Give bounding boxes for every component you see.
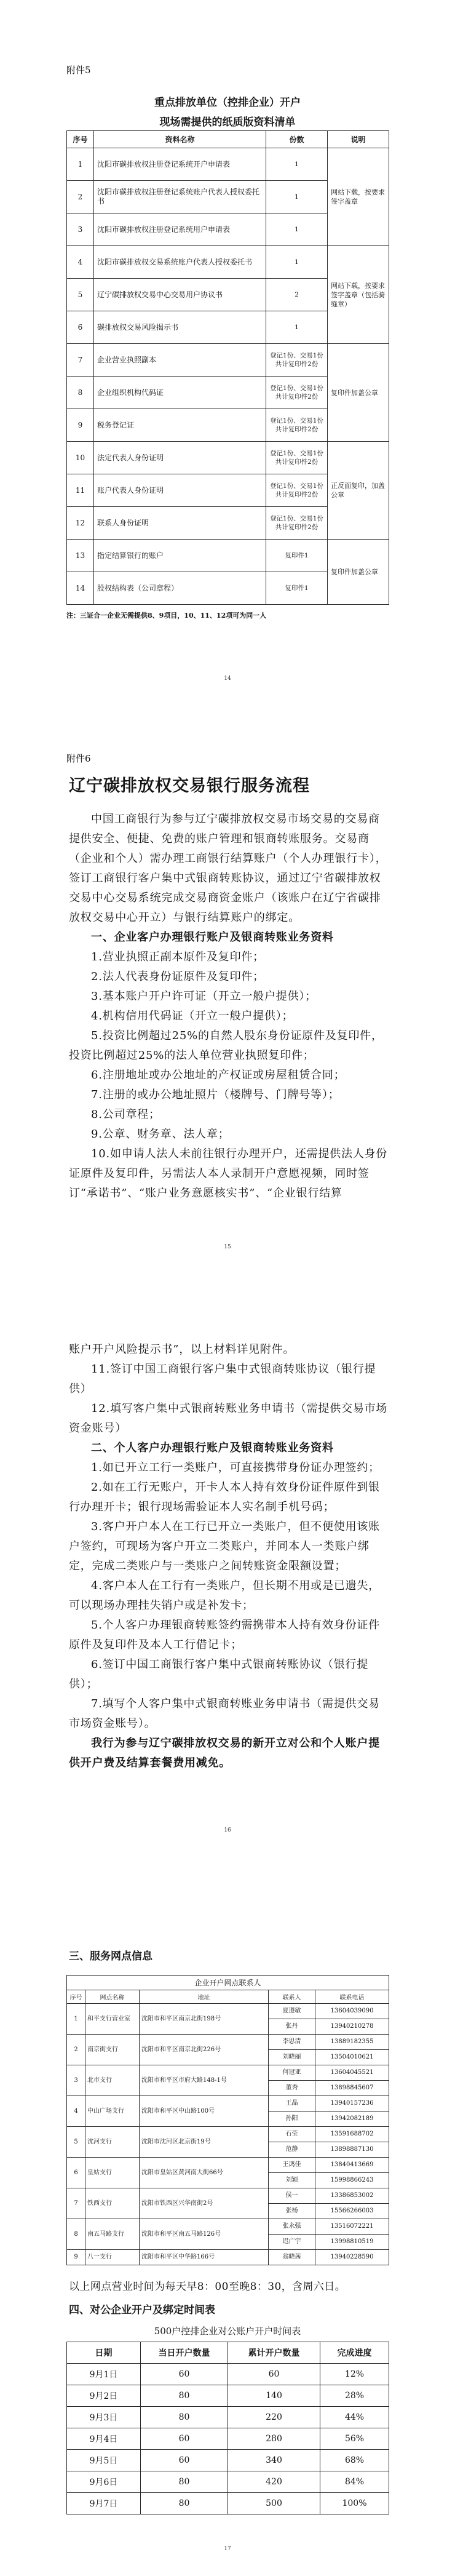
enterprise-requirement-item: 6.注册地址或办公地址的产权证或房屋租赁合同； <box>91 1069 346 1082</box>
branch-no: 2 <box>67 2035 85 2065</box>
page-number-14: 14 <box>224 676 231 682</box>
material-copies: 2 <box>266 279 328 311</box>
branch-table-head <box>67 1976 389 2004</box>
schedule-date: 9月1日 <box>67 2364 141 2385</box>
schedule-header-progress: 完成进度 <box>320 2342 389 2364</box>
schedule-date: 9月4日 <box>67 2428 141 2450</box>
material-name: 辽宁碳排放权交易中心交易用户协议书 <box>94 279 266 311</box>
schedule-date: 9月2日 <box>67 2385 141 2407</box>
material-note: 网站下载，按要求签字盖章（包括骑缝章） <box>328 246 389 344</box>
section-4-heading: 四、对公企业开户及绑定时间表 <box>69 2304 215 2316</box>
contact-person: 侯一 <box>269 2188 315 2204</box>
individual-requirement-item: 6.签订中国工商银行客户集中式银商转账协议（银行提供）； <box>69 1658 369 1691</box>
schedule-cumulative-count: 340 <box>228 2450 320 2471</box>
contact-person: 夏遵敏 <box>269 2004 315 2019</box>
page-number-16: 16 <box>224 1827 231 1833</box>
schedule-date: 9月7日 <box>67 2493 141 2514</box>
enterprise-requirement-item: 12.填写客户集中式银商转账业务申请书（需提供交易市场资金账号） <box>69 1402 388 1435</box>
material-copies: 1 <box>266 213 328 246</box>
contact-person: 迟广宇 <box>269 2235 315 2250</box>
contact-phone: 13516072221 <box>315 2219 389 2235</box>
contact-phone: 13898845607 <box>315 2081 389 2096</box>
contact-person: 翁晓茜 <box>269 2250 315 2265</box>
fee-waiver-statement: 我行为参与辽宁碳排放权交易的新开立对公和个人账户提供开户费及结算套餐费用减免。 <box>69 1737 380 1769</box>
material-note: 复印件加盖公章 <box>328 344 389 442</box>
header-notes: 说明 <box>328 131 389 148</box>
schedule-row <box>67 2407 389 2428</box>
schedule-row <box>67 2471 389 2493</box>
material-name: 法定代表人身份证明 <box>94 442 266 474</box>
individual-requirement-item: 1.如已开立工行一类账户，可直接携带身份证办理签约； <box>91 1461 380 1474</box>
contact-phone: 13998810519 <box>315 2235 389 2250</box>
material-row <box>67 442 389 474</box>
service-process-body-page2 <box>69 1340 389 1773</box>
section-1-list-part2 <box>69 1360 389 1438</box>
schedule-row <box>67 2428 389 2450</box>
material-name: 股权结构表（公司章程） <box>94 572 266 605</box>
enterprise-requirement-item: 10.如申请人法人未前往银行办理开户，还需提供法人身份证原件及复印件，另需法人本人录制开户意愿视频，同时签订“承诺书”、“账户业务意愿核实书”、“企业银行结算 <box>69 1147 388 1200</box>
branch-contact-row <box>67 2127 389 2142</box>
enterprise-requirement-item: 5.投资比例超过25%的自然人股东身份证原件及复印件，投资比例超过25%的法人单位营业执照复印件； <box>69 1029 383 1062</box>
schedule-cumulative-count: 140 <box>228 2385 320 2407</box>
schedule-daily-count: 60 <box>141 2428 228 2450</box>
schedule-daily-count: 80 <box>141 2471 228 2493</box>
page-number-15: 15 <box>224 1244 231 1250</box>
material-name: 税务登记证 <box>94 409 266 442</box>
contact-person: 刘晓丽 <box>269 2050 315 2065</box>
material-row <box>67 540 389 572</box>
schedule-row <box>67 2385 389 2407</box>
enterprise-requirement-item: 9.公章、财务章、法人章； <box>91 1128 230 1141</box>
branch-header-phone: 联系电话 <box>315 1990 389 2004</box>
schedule-header-row <box>67 2342 389 2364</box>
contact-person: 石莹 <box>269 2127 315 2142</box>
section-3-heading: 三、服务网点信息 <box>69 1950 152 1963</box>
branch-contact-row <box>67 2188 389 2204</box>
schedule-date: 9月6日 <box>67 2471 141 2493</box>
branch-table-body <box>67 2004 389 2265</box>
branch-address: 沈阳市和平区南京北街198号 <box>140 2004 269 2035</box>
material-row <box>67 148 389 181</box>
schedule-date: 9月5日 <box>67 2450 141 2471</box>
branch-no: 5 <box>67 2127 85 2158</box>
enterprise-requirement-item: 1.营业执照正副本原件及复印件； <box>91 951 264 963</box>
material-copies: 1 <box>266 148 328 181</box>
branch-contact-row <box>67 2158 389 2173</box>
branch-contact-row <box>67 2250 389 2265</box>
individual-requirement-item: 7.填写个人客户集中式银商转账业务申请书（需提供交易市场资金账号）。 <box>69 1697 380 1730</box>
schedule-cumulative-count: 220 <box>228 2407 320 2428</box>
contact-person: 何冠亚 <box>269 2065 315 2081</box>
material-name: 指定结算银行的账户 <box>94 540 266 572</box>
branch-name: 铁西支行 <box>85 2188 140 2219</box>
branch-address: 沈阳市和平区南五马路126号 <box>140 2219 269 2250</box>
branch-table-title: 企业开户网点联系人 <box>67 1976 389 1990</box>
branch-header-row <box>67 1990 389 2004</box>
material-copies: 复印件1 <box>266 540 328 572</box>
material-no: 13 <box>67 540 94 572</box>
material-copies: 登记1份、交易1份 共计复印件2份 <box>266 377 328 409</box>
materials-footnote: 注：三证合一企业无需提供8、9项目，10、11、12项可为同一人 <box>66 612 267 620</box>
material-no: 1 <box>67 148 94 181</box>
material-no: 3 <box>67 213 94 246</box>
materials-table-body <box>67 148 389 605</box>
branch-name: 南五马路支行 <box>85 2219 140 2250</box>
header-no: 序号 <box>67 131 94 148</box>
enterprise-requirement-item: 2.法人代表身份证原件及复印件； <box>91 970 264 983</box>
schedule-daily-count: 80 <box>141 2493 228 2514</box>
section-1-continuation: 账户开户风险提示书”，以上材料详见附件。 <box>69 1343 295 1356</box>
branch-address: 沈阳市和平区市府大路148-1号 <box>140 2065 269 2096</box>
branch-no: 6 <box>67 2158 85 2188</box>
branch-contact-row <box>67 2096 389 2111</box>
schedule-header-date: 日期 <box>67 2342 141 2364</box>
contact-phone: 13889182355 <box>315 2035 389 2050</box>
contact-phone: 15566266003 <box>315 2204 389 2219</box>
branch-name: 沈河支行 <box>85 2127 140 2158</box>
material-no: 12 <box>67 507 94 540</box>
individual-requirement-item: 5.个人客户办理银商转账签约需携带本人持有效身份证件原件及复印件及本人工行借记卡； <box>69 1619 380 1651</box>
contact-phone: 13840413669 <box>315 2158 389 2173</box>
schedule-progress: 68% <box>320 2450 389 2471</box>
branch-name: 和平支行营业室 <box>85 2004 140 2035</box>
branch-contact-row <box>67 2004 389 2019</box>
section-1-list-part1 <box>69 947 389 1203</box>
branch-header-contact: 联系人 <box>269 1990 315 2004</box>
branch-name: 北市支行 <box>85 2065 140 2096</box>
schedule-daily-count: 80 <box>141 2407 228 2428</box>
material-no: 6 <box>67 311 94 344</box>
contact-phone: 13940210278 <box>315 2019 389 2035</box>
contact-phone: 15998866243 <box>315 2173 389 2188</box>
material-no: 5 <box>67 279 94 311</box>
contact-person: 张永强 <box>269 2219 315 2235</box>
material-name: 沈阳市碳排放权注册登记系统用户申请表 <box>94 213 266 246</box>
schedule-cumulative-count: 60 <box>228 2364 320 2385</box>
material-copies: 1 <box>266 246 328 279</box>
schedule-table-head <box>67 2342 389 2364</box>
attachment-5-title-line1: 重点排放单位（控排企业）开户 <box>154 97 301 109</box>
materials-checklist-table <box>66 130 389 605</box>
branch-name: 皇姑支行 <box>85 2158 140 2188</box>
schedule-row <box>67 2493 389 2514</box>
branch-title-row <box>67 1976 389 1990</box>
schedule-progress: 12% <box>320 2364 389 2385</box>
contact-phone: 13940228590 <box>315 2250 389 2265</box>
individual-requirement-item: 4.客户本人在工行有一类账户，但长期不用或是已遗失，可以现场办理挂失销户或是补发卡； <box>69 1579 380 1612</box>
material-name: 碳排放权交易风险揭示书 <box>94 311 266 344</box>
material-no: 2 <box>67 181 94 213</box>
branch-header-address: 地址 <box>140 1990 269 2004</box>
header-material-name: 资料名称 <box>94 131 266 148</box>
material-copies: 登记1份、交易1份 共计复印件2份 <box>266 474 328 507</box>
material-name: 沈阳市碳排放权注册登记系统开户申请表 <box>94 148 266 181</box>
enterprise-requirement-item: 8.公司章程； <box>91 1108 160 1121</box>
schedule-progress: 100% <box>320 2493 389 2514</box>
material-name: 账户代表人身份证明 <box>94 474 266 507</box>
branch-name: 中山广场支行 <box>85 2096 140 2127</box>
contact-person: 刘颖 <box>269 2173 315 2188</box>
material-note: 网站下载，按要求签字盖章 <box>328 148 389 246</box>
contact-person: 孙阳 <box>269 2111 315 2127</box>
material-copies: 登记1份、交易1份 共计复印件2份 <box>266 507 328 540</box>
contact-phone: 13940157236 <box>315 2096 389 2111</box>
contact-person: 李思清 <box>269 2035 315 2050</box>
account-opening-schedule-table <box>66 2342 389 2514</box>
contact-phone: 13591688702 <box>315 2127 389 2142</box>
schedule-row <box>67 2450 389 2471</box>
branch-no: 4 <box>67 2096 85 2127</box>
material-note: 正反面复印，加盖公章 <box>328 442 389 540</box>
section-1-heading: 一、企业客户办理银行账户及银商转账业务资料 <box>91 931 334 944</box>
section-2-list <box>69 1458 389 1734</box>
enterprise-requirement-item: 4.机构信用代码证（开立一般户提供）； <box>91 1010 294 1023</box>
branch-address: 沈阳市皇姑区黄河南大街66号 <box>140 2158 269 2188</box>
material-copies: 复印件1 <box>266 572 328 605</box>
branch-address: 沈阳市沈河区北京街19号 <box>140 2127 269 2158</box>
material-no: 8 <box>67 377 94 409</box>
materials-table-head <box>67 131 389 148</box>
contact-phone: 13898887130 <box>315 2142 389 2158</box>
materials-header-row <box>67 131 389 148</box>
material-name: 联系人身份证明 <box>94 507 266 540</box>
branch-address: 沈阳市铁西区兴华南街2号 <box>140 2188 269 2219</box>
page-number-17: 17 <box>224 2546 231 2552</box>
section-2-heading: 二、个人客户办理银行账户及银商转账业务资料 <box>91 1442 334 1454</box>
contact-person: 范静 <box>269 2142 315 2158</box>
schedule-daily-count: 60 <box>141 2364 228 2385</box>
material-no: 9 <box>67 409 94 442</box>
contact-person: 董秀 <box>269 2081 315 2096</box>
branch-no: 3 <box>67 2065 85 2096</box>
branch-header-no: 序号 <box>67 1990 85 2004</box>
branch-header-name: 网点名称 <box>85 1990 140 2004</box>
material-note: 复印件加盖公章 <box>328 540 389 605</box>
contact-person: 张杨 <box>269 2204 315 2219</box>
contact-phone: 13504010621 <box>315 2050 389 2065</box>
schedule-progress: 56% <box>320 2428 389 2450</box>
contact-person: 王鸿佳 <box>269 2158 315 2173</box>
branch-address: 沈阳市和平区中山路100号 <box>140 2096 269 2127</box>
individual-requirement-item: 3.客户开户本人在工行已开立一类账户，但不便使用该账户签约，可现场为客户开立二类账户，并同本人一类账户绑定，完成二类账户与一类账户之间转账资金限额设置； <box>69 1520 380 1573</box>
contact-phone: 13604039090 <box>315 2004 389 2019</box>
material-copies: 1 <box>266 311 328 344</box>
service-process-body-page1 <box>69 810 389 1203</box>
schedule-progress: 28% <box>320 2385 389 2407</box>
material-no: 4 <box>67 246 94 279</box>
contact-person: 王晶 <box>269 2096 315 2111</box>
header-copies: 份数 <box>266 131 328 148</box>
contact-phone: 13604045521 <box>315 2065 389 2081</box>
material-copies: 登记1份、交易1份 共计复印件2份 <box>266 442 328 474</box>
schedule-cumulative-count: 420 <box>228 2471 320 2493</box>
branch-no: 8 <box>67 2219 85 2250</box>
schedule-daily-count: 60 <box>141 2450 228 2471</box>
schedule-header-cumulative: 累计开户数量 <box>228 2342 320 2364</box>
material-copies: 登记1份、交易1份 共计复印件2份 <box>266 409 328 442</box>
branch-no: 7 <box>67 2188 85 2219</box>
branch-name: 南京街支行 <box>85 2035 140 2065</box>
schedule-date: 9月3日 <box>67 2407 141 2428</box>
schedule-header-daily: 当日开户数量 <box>141 2342 228 2364</box>
material-name: 沈阳市碳排放权交易系统账户代表人授权委托书 <box>94 246 266 279</box>
contact-phone: 13386853002 <box>315 2188 389 2204</box>
branch-contact-row <box>67 2219 389 2235</box>
material-name: 企业组织机构代码证 <box>94 377 266 409</box>
material-name: 沈阳市碳排放权注册登记系统账户代表人授权委托书 <box>94 181 266 213</box>
material-no: 14 <box>67 572 94 605</box>
attachment-6-label: 附件6 <box>66 753 91 764</box>
business-hours-note: 以上网点营业时间为每天早8：00至晚8：30，含周六日。 <box>69 2281 346 2293</box>
branch-contact-row <box>67 2065 389 2081</box>
branch-address: 沈阳市和平区中华路166号 <box>140 2250 269 2265</box>
branch-no: 1 <box>67 2004 85 2035</box>
material-no: 10 <box>67 442 94 474</box>
material-no: 7 <box>67 344 94 377</box>
material-row <box>67 246 389 279</box>
attachment-6-title: 辽宁碳排放权交易银行服务流程 <box>69 776 310 796</box>
enterprise-requirement-item: 11.签订中国工商银行客户集中式银商转账协议（银行提供） <box>69 1363 376 1395</box>
branch-contact-row <box>67 2035 389 2050</box>
individual-requirement-item: 2.如在工行无账户，开卡人本人持有效身份证件原件到银行办理开卡；银行现场需验证本人实名制手机号码； <box>69 1481 380 1513</box>
schedule-row <box>67 2364 389 2385</box>
attachment-5-label: 附件5 <box>66 65 91 76</box>
contact-phone: 13942082189 <box>315 2111 389 2127</box>
schedule-table-body <box>67 2364 389 2514</box>
material-copies: 1 <box>266 181 328 213</box>
schedule-cumulative-count: 500 <box>228 2493 320 2514</box>
material-no: 11 <box>67 474 94 507</box>
schedule-daily-count: 80 <box>141 2385 228 2407</box>
schedule-table-title: 500户控排企业对公账户开户时间表 <box>154 2326 301 2337</box>
enterprise-requirement-item: 7.注册的或办公地址照片（楼牌号、门牌号等）； <box>91 1088 340 1101</box>
schedule-cumulative-count: 280 <box>228 2428 320 2450</box>
branch-no: 9 <box>67 2250 85 2265</box>
branch-contacts-table <box>66 1975 389 2265</box>
intro-paragraph: 中国工商银行为参与辽宁碳排放权交易市场交易的交易商提供安全、便捷、免费的账户管理和银商转账服务。交易商（企业和个人）需办理工商银行结算账户（个人办理银行卡），签订工商银行客户集中式银商转账协议，通过辽宁省碳排放权交易中心交易系统完成交易商资金账户（该账户在辽宁省碳排放权交易中心开立）与银行结算账户的绑定。 <box>69 813 387 924</box>
material-copies: 登记1份、交易1份 共计复印件2份 <box>266 344 328 377</box>
contact-person: 张丹 <box>269 2019 315 2035</box>
schedule-progress: 44% <box>320 2407 389 2428</box>
enterprise-requirement-item: 3.基本账户开户许可证（开立一般户提供）； <box>91 990 317 1003</box>
schedule-progress: 84% <box>320 2471 389 2493</box>
branch-name: 八一支行 <box>85 2250 140 2265</box>
material-name: 企业营业执照副本 <box>94 344 266 377</box>
material-row <box>67 344 389 377</box>
branch-address: 沈阳市和平区南京北街226号 <box>140 2035 269 2065</box>
attachment-5-title-line2: 现场需提供的纸质版资料清单 <box>159 116 296 129</box>
